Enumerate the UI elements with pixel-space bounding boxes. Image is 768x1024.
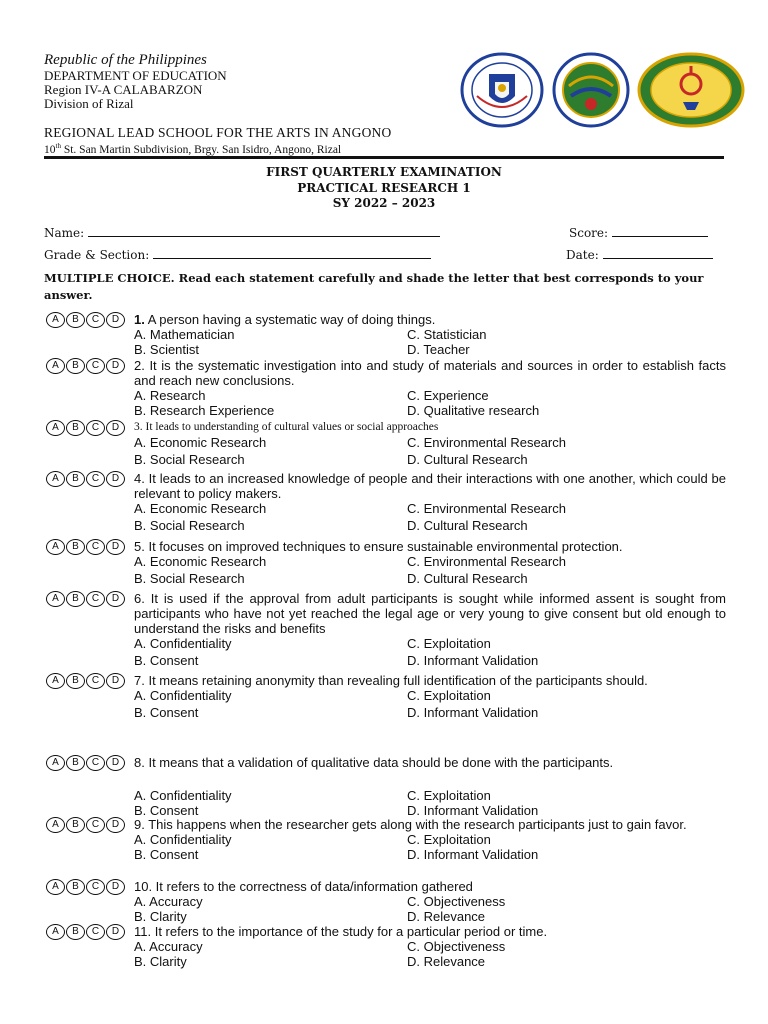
answer-bubble-c[interactable]: C <box>86 879 105 895</box>
option-row <box>46 803 726 818</box>
instructions: MULTIPLE CHOICE. Read each statement carefully and shade the letter that best corresponds to your answer. <box>44 271 704 302</box>
question-stem: 3. It leads to understanding of cultural values or social approaches <box>134 421 439 433</box>
answer-bubble-a[interactable]: A <box>46 755 65 771</box>
option-c: C. Environmental Research <box>407 554 566 569</box>
option-row <box>46 388 726 403</box>
option-a: A. Accuracy <box>134 939 203 954</box>
answer-bubble-a[interactable]: A <box>46 312 65 328</box>
option-a: A. Economic Research <box>134 501 267 516</box>
option-row <box>46 954 726 969</box>
option-a: A. Confidentiality <box>134 788 232 803</box>
option-b: B. Scientist <box>134 342 200 357</box>
option-row <box>46 788 726 803</box>
option-row <box>46 403 726 418</box>
answer-bubble-c[interactable]: C <box>86 755 105 771</box>
question-stem: A person having a systematic way of doing things. <box>144 312 436 327</box>
question-item <box>46 673 726 722</box>
answer-bubble-a[interactable]: A <box>46 471 65 487</box>
option-d: D. Informant Validation <box>407 653 539 668</box>
question-stem: 10. It refers to the correctness of data/information gathered <box>134 879 473 894</box>
option-b: B. Consent <box>134 653 199 668</box>
option-row <box>46 705 726 722</box>
answer-bubble-c[interactable]: C <box>86 673 105 689</box>
option-d: D. Qualitative research <box>407 403 540 418</box>
question-text <box>134 879 726 894</box>
answer-bubble-a[interactable]: A <box>46 539 65 555</box>
school-name: REGIONAL LEAD SCHOOL FOR THE ARTS IN ANGONO <box>44 125 392 140</box>
question-text <box>134 591 726 636</box>
question-stem: 2. It is the systematic investigation into and study of materials and sources in order to establish facts and reach new conclusions. <box>134 358 726 388</box>
answer-bubble-b[interactable]: B <box>66 358 85 374</box>
option-row <box>46 554 726 571</box>
question-stem: 8. It means that a validation of qualitative data should be done with the participants. <box>134 755 614 770</box>
option-b: B. Clarity <box>134 909 187 924</box>
option-row <box>46 636 726 653</box>
score-field[interactable]: Score: <box>569 226 708 240</box>
answer-bubbles <box>46 420 125 436</box>
deped-seal-icon <box>459 52 545 128</box>
question-text <box>134 817 726 832</box>
option-a: A. Mathematician <box>134 327 235 342</box>
answer-bubble-d[interactable]: D <box>106 312 125 328</box>
division-line: Division of Rizal <box>44 96 134 111</box>
option-row <box>46 518 726 535</box>
grade-section-field[interactable]: Grade & Section: <box>44 248 431 262</box>
option-a: A. Accuracy <box>134 894 203 909</box>
option-d: D. Informant Validation <box>407 847 539 862</box>
option-row <box>46 571 726 588</box>
region-line: Region IV-A CALABARZON <box>44 82 203 97</box>
answer-bubble-b[interactable]: B <box>66 539 85 555</box>
question-item <box>46 879 726 924</box>
option-b: B. Social Research <box>134 571 245 586</box>
answer-bubble-d[interactable]: D <box>106 673 125 689</box>
answer-bubble-c[interactable]: C <box>86 591 105 607</box>
answer-bubble-d[interactable]: D <box>106 420 125 436</box>
option-c: C. Environmental Research <box>407 501 566 516</box>
question-stem: 11. It refers to the importance of the study for a particular period or time. <box>134 924 548 939</box>
answer-bubble-a[interactable]: A <box>46 817 65 833</box>
date-field[interactable]: Date: <box>566 248 713 262</box>
option-c: C. Environmental Research <box>407 435 566 450</box>
answer-bubbles <box>46 471 125 487</box>
option-d: D. Cultural Research <box>407 571 528 586</box>
department-line: DEPARTMENT OF EDUCATION <box>44 68 227 83</box>
option-a: A. Confidentiality <box>134 688 232 703</box>
answer-bubble-d[interactable]: D <box>106 471 125 487</box>
option-c: C. Objectiveness <box>407 939 506 954</box>
question-text <box>134 312 726 327</box>
exam-school-year: SY 2022 – 2023 <box>332 196 436 210</box>
answer-bubble-c[interactable]: C <box>86 471 105 487</box>
question-stem: 7. It means retaining anonymity than revealing full identification of the participants should. <box>134 673 648 688</box>
option-c: C. Statistician <box>407 327 487 342</box>
rizal-division-seal-icon <box>551 52 631 128</box>
option-d: D. Relevance <box>407 909 486 924</box>
answer-bubble-d[interactable]: D <box>106 591 125 607</box>
question-stem: 5. It focuses on improved techniques to ensure sustainable environmental protection. <box>134 539 623 554</box>
option-c: C. Exploitation <box>407 832 491 847</box>
answer-bubble-a[interactable]: A <box>46 420 65 436</box>
question-item <box>46 539 726 588</box>
option-row <box>46 688 726 705</box>
option-row <box>46 435 726 452</box>
question-text <box>134 358 726 388</box>
option-d: D. Informant Validation <box>407 705 539 720</box>
option-d: D. Informant Validation <box>407 803 539 818</box>
name-field[interactable]: Name: <box>44 226 440 240</box>
answer-bubble-d[interactable]: D <box>106 817 125 833</box>
answer-bubble-b[interactable]: B <box>66 471 85 487</box>
question-text <box>134 673 726 688</box>
question-item <box>46 924 726 969</box>
question-stem: 4. It leads to an increased knowledge of people and their interactions with one another, which could be relevant to policy makers. <box>134 471 726 501</box>
option-row <box>46 847 726 862</box>
option-b: B. Consent <box>134 847 199 862</box>
answer-bubble-d[interactable]: D <box>106 358 125 374</box>
option-b: B. Social Research <box>134 452 245 467</box>
answer-bubble-a[interactable]: A <box>46 591 65 607</box>
option-d: D. Teacher <box>407 342 470 357</box>
option-c: C. Objectiveness <box>407 894 506 909</box>
answer-bubbles <box>46 591 125 607</box>
option-row <box>46 501 726 518</box>
question-item <box>46 591 726 670</box>
question-text <box>134 471 726 501</box>
answer-bubble-c[interactable]: C <box>86 539 105 555</box>
option-row <box>46 939 726 954</box>
answer-bubble-c[interactable]: C <box>86 358 105 374</box>
question-text <box>134 924 726 939</box>
date-line[interactable] <box>603 248 713 259</box>
answer-bubble-d[interactable]: D <box>106 879 125 895</box>
option-b: B. Clarity <box>134 954 187 969</box>
option-row <box>46 327 726 342</box>
answer-bubble-b[interactable]: B <box>66 879 85 895</box>
option-b: B. Research Experience <box>134 403 275 418</box>
answer-bubble-d[interactable]: D <box>106 755 125 771</box>
answer-bubble-a[interactable]: A <box>46 879 65 895</box>
header-divider <box>44 156 724 159</box>
name-line[interactable] <box>88 226 440 237</box>
option-b: B. Consent <box>134 803 199 818</box>
option-c: C. Experience <box>407 388 489 403</box>
answer-bubble-b[interactable]: B <box>66 924 85 940</box>
grade-section-line[interactable] <box>153 248 431 259</box>
answer-bubble-a[interactable]: A <box>46 924 65 940</box>
answer-bubble-a[interactable]: A <box>46 358 65 374</box>
option-a: A. Research <box>134 388 206 403</box>
option-row <box>46 832 726 847</box>
question-item <box>46 420 726 469</box>
option-row <box>46 653 726 670</box>
answer-bubbles <box>46 755 125 771</box>
question-item <box>46 312 726 357</box>
answer-bubbles <box>46 924 125 940</box>
option-a: A. Economic Research <box>134 554 267 569</box>
option-c: C. Exploitation <box>407 788 491 803</box>
option-row <box>46 909 726 924</box>
school-seal-icon <box>637 52 745 128</box>
answer-bubbles <box>46 817 125 833</box>
answer-bubble-b[interactable]: B <box>66 420 85 436</box>
answer-bubble-b[interactable]: B <box>66 817 85 833</box>
option-row <box>46 342 726 357</box>
question-stem: 9. This happens when the researcher gets along with the research participants just to gain favor. <box>134 817 687 832</box>
answer-bubble-c[interactable]: C <box>86 924 105 940</box>
seal-logos <box>459 52 745 128</box>
answer-bubbles <box>46 673 125 689</box>
answer-bubble-d[interactable]: D <box>106 539 125 555</box>
question-text <box>134 755 726 770</box>
question-item <box>46 817 726 862</box>
option-d: D. Cultural Research <box>407 518 528 533</box>
exam-title: FIRST QUARTERLY EXAMINATION <box>266 165 502 179</box>
question-item <box>46 755 726 818</box>
answer-bubble-b[interactable]: B <box>66 755 85 771</box>
option-row <box>46 452 726 469</box>
answer-bubbles <box>46 312 125 328</box>
exam-subject: PRACTICAL RESEARCH 1 <box>297 181 471 195</box>
score-line[interactable] <box>612 226 708 237</box>
option-d: D. Cultural Research <box>407 452 528 467</box>
question-item <box>46 471 726 535</box>
answer-bubble-b[interactable]: B <box>66 312 85 328</box>
answer-bubbles <box>46 879 125 895</box>
answer-bubbles <box>46 539 125 555</box>
answer-bubble-c[interactable]: C <box>86 420 105 436</box>
question-text <box>134 420 726 435</box>
answer-bubble-c[interactable]: C <box>86 817 105 833</box>
option-a: A. Economic Research <box>134 435 267 450</box>
answer-bubble-b[interactable]: B <box>66 673 85 689</box>
answer-bubble-a[interactable]: A <box>46 673 65 689</box>
option-row <box>46 894 726 909</box>
option-b: B. Consent <box>134 705 199 720</box>
option-a: A. Confidentiality <box>134 832 232 847</box>
option-b: B. Social Research <box>134 518 245 533</box>
question-item <box>46 358 726 418</box>
answer-bubble-c[interactable]: C <box>86 312 105 328</box>
answer-bubble-b[interactable]: B <box>66 591 85 607</box>
option-d: D. Relevance <box>407 954 486 969</box>
answer-bubble-d[interactable]: D <box>106 924 125 940</box>
school-address: 10th St. San Martin Subdivision, Brgy. San Isidro, Angono, Rizal <box>44 142 342 156</box>
option-a: A. Confidentiality <box>134 636 232 651</box>
option-c: C. Exploitation <box>407 688 491 703</box>
republic-line: Republic of the Philippines <box>44 52 207 68</box>
question-stem: 6. It is used if the approval from adult participants is sought while informed assent is sought from participants who have not yet reached the legal age or very young to give consent but old enough to understand the risks and benefits <box>134 591 726 636</box>
question-number: 1. <box>134 312 145 327</box>
answer-bubbles <box>46 358 125 374</box>
question-text <box>134 539 726 554</box>
option-c: C. Exploitation <box>407 636 491 651</box>
